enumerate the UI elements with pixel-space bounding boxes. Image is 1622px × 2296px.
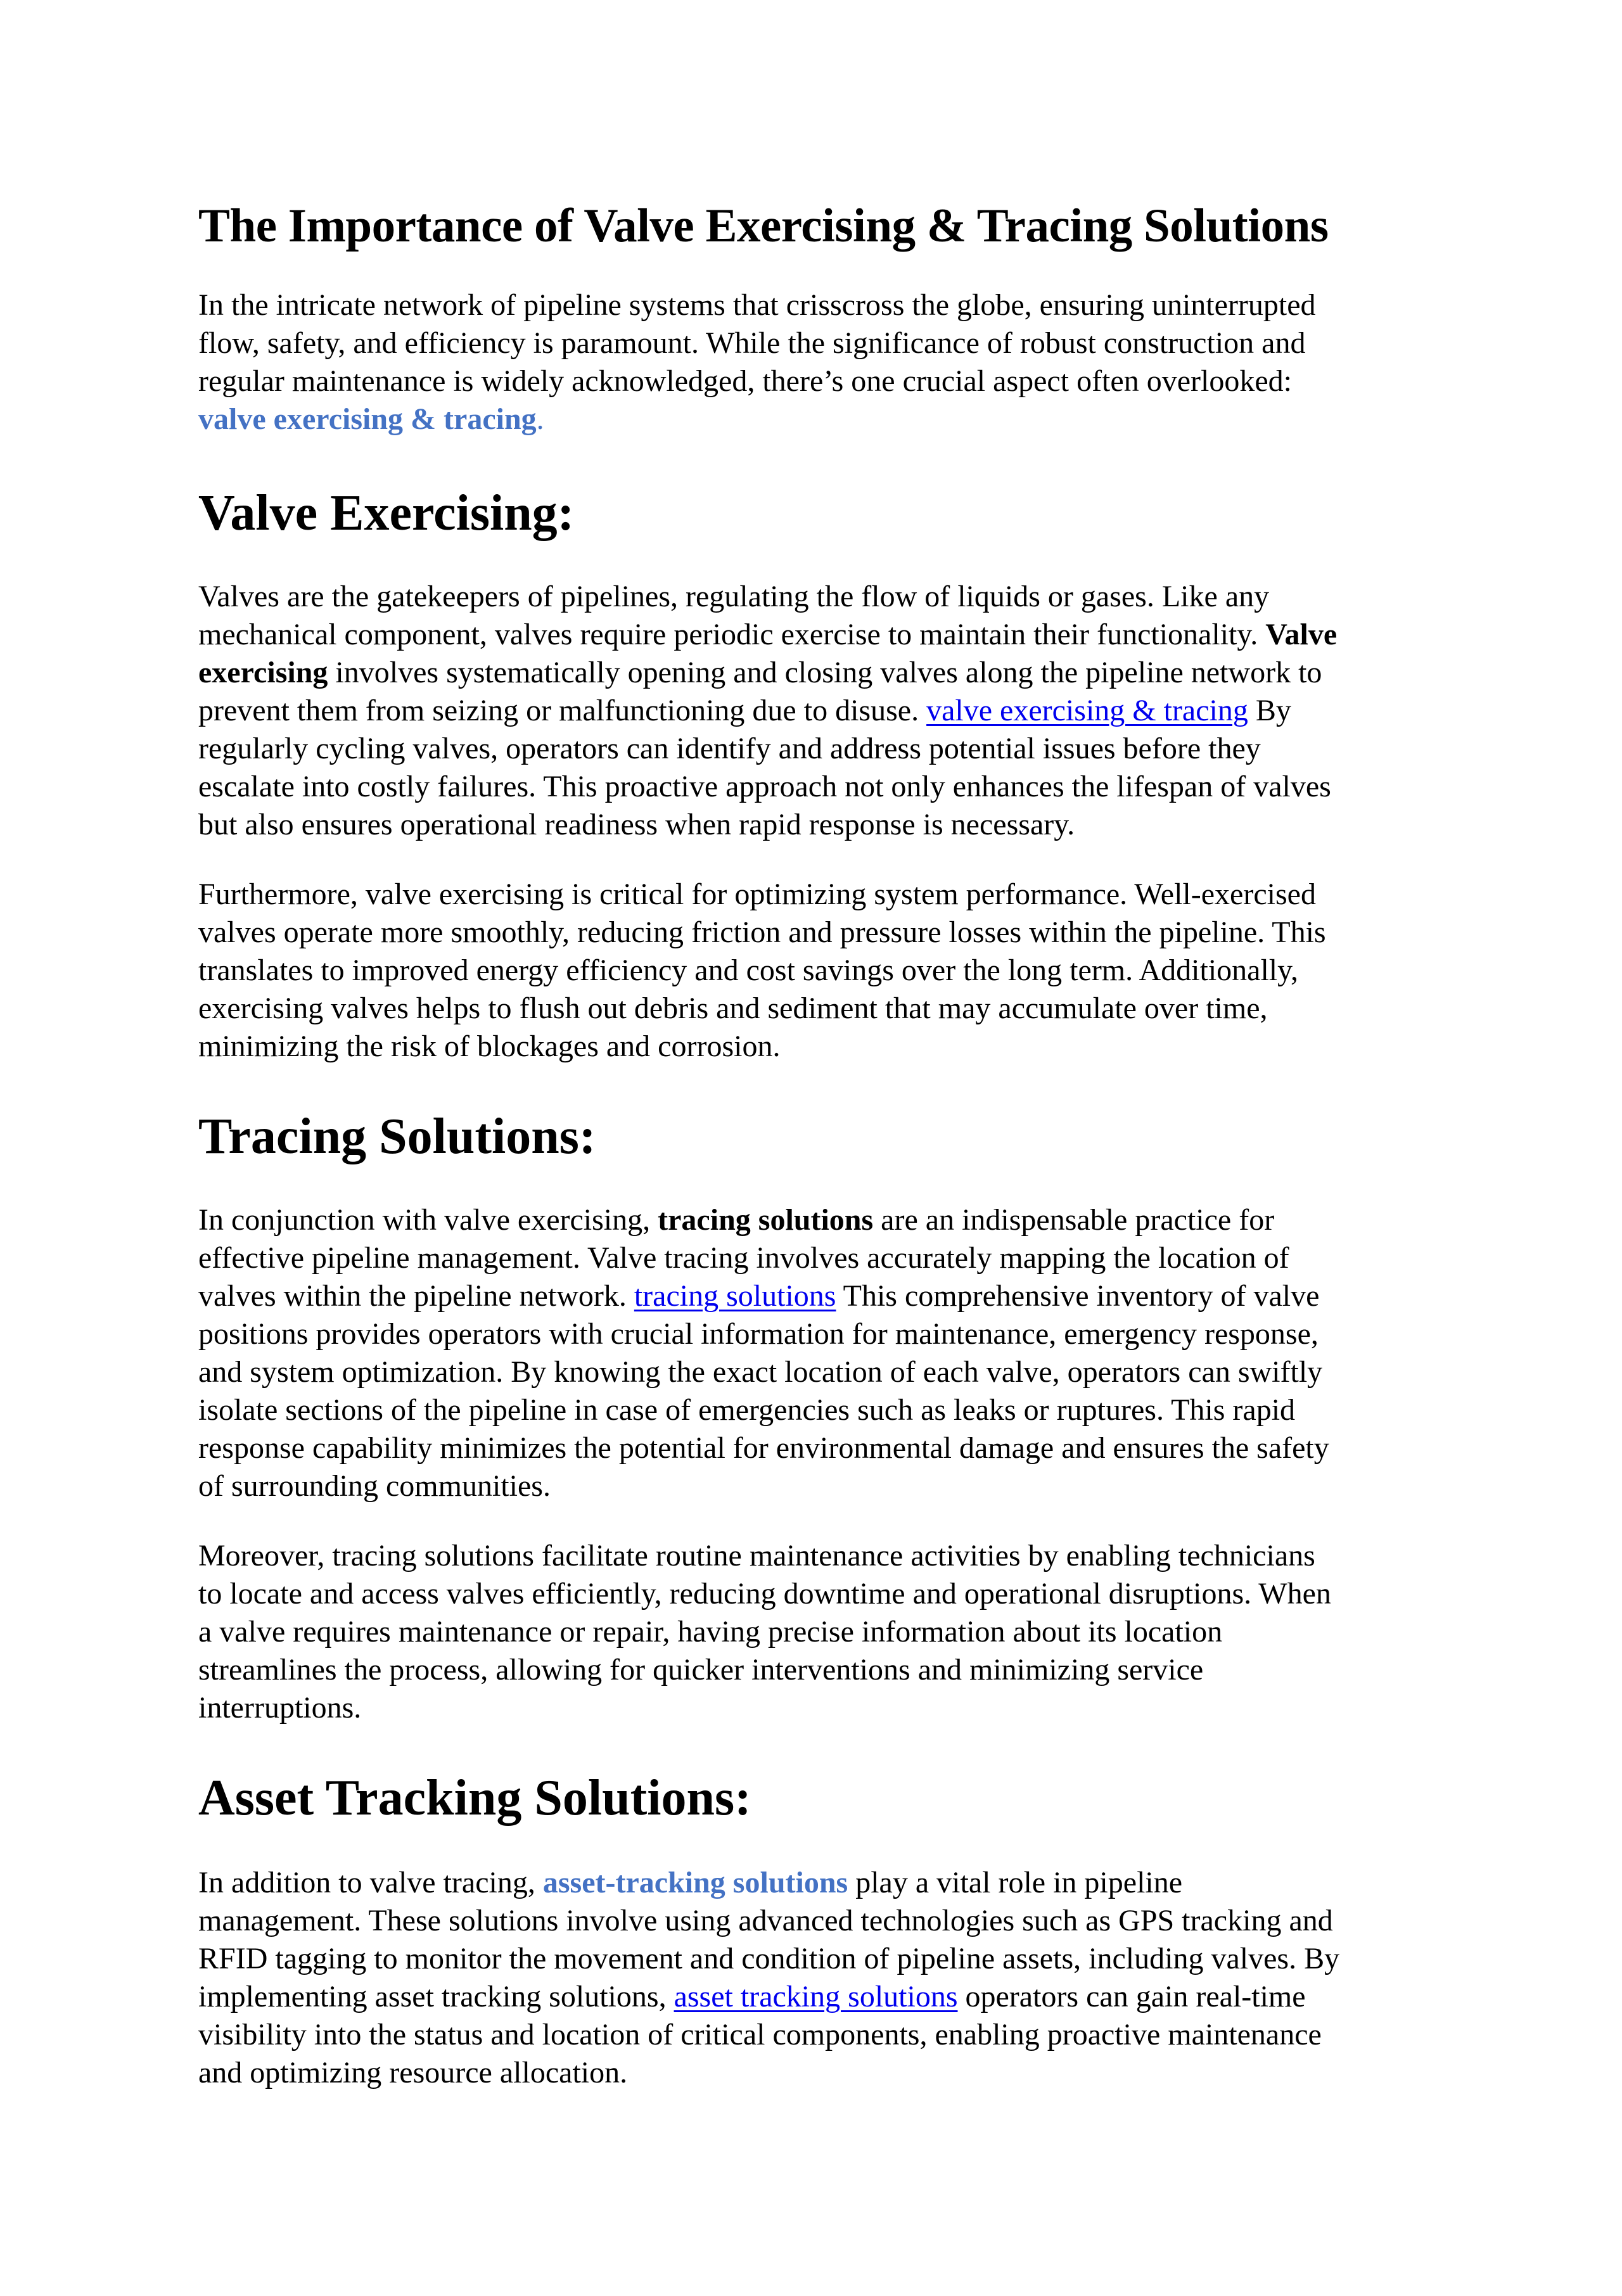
- text-segment: are an indispensable practice for: [873, 1203, 1275, 1237]
- text-segment: In conjunction with valve exercising,: [198, 1203, 658, 1237]
- asset-tracking-paragraph-1: [198, 1864, 1339, 2092]
- text-line: isolate sections of the pipeline in case of emergencies such as leaks or ruptures. This rapid: [198, 1393, 1296, 1427]
- text-segment: implementing asset tracking solutions,: [198, 1980, 674, 2013]
- text-line: flow, safety, and efficiency is paramount. While the significance of robust construction and: [198, 326, 1306, 360]
- bold-term: exercising: [198, 656, 328, 689]
- text-segment: By: [1248, 694, 1291, 727]
- text-line: minimizing the risk of blockages and corrosion.: [198, 1030, 781, 1063]
- valve-exercising-tracing-link[interactable]: valve exercising & tracing: [198, 402, 537, 436]
- text-line: a valve requires maintenance or repair, having precise information about its location: [198, 1615, 1223, 1649]
- bold-term: tracing solutions: [658, 1203, 874, 1237]
- text-segment: This comprehensive inventory of valve: [836, 1279, 1320, 1313]
- text-line: but also ensures operational readiness when rapid response is necessary.: [198, 808, 1075, 841]
- text-line: [198, 1978, 1339, 2016]
- section-heading-valve-exercising: Valve Exercising:: [198, 485, 575, 541]
- text-line: RFID tagging to monitor the movement and condition of pipeline assets, including valves. By: [198, 1942, 1340, 1975]
- text-segment: In addition to valve tracing,: [198, 1866, 543, 1899]
- tracing-solutions-paragraph-2: [198, 1537, 1331, 1727]
- text-segment: prevent them from seizing or malfunctioning due to disuse.: [198, 694, 927, 727]
- text-segment: valves within the pipeline network.: [198, 1279, 634, 1313]
- text-line: effective pipeline management. Valve tracing involves accurately mapping the location of: [198, 1241, 1289, 1275]
- text-line: Furthermore, valve exercising is critical for optimizing system performance. Well-exercised: [198, 877, 1316, 911]
- valve-exercising-paragraph-2: [198, 876, 1326, 1066]
- text-line: In the intricate network of pipeline systems that crisscross the globe, ensuring uninterrupted: [198, 288, 1316, 322]
- text-line: [198, 1277, 1329, 1315]
- text-line: [198, 1864, 1339, 1902]
- text-line: and optimizing resource allocation.: [198, 2056, 628, 2089]
- period: .: [536, 402, 544, 436]
- text-segment: involves systematically opening and closing valves along the pipeline network to: [328, 656, 1322, 689]
- section-heading-asset-tracking: Asset Tracking Solutions:: [198, 1770, 751, 1826]
- tracing-solutions-hyperlink[interactable]: tracing solutions: [634, 1279, 836, 1313]
- text-line: [198, 616, 1337, 654]
- text-line: management. These solutions involve using advanced technologies such as GPS tracking and: [198, 1904, 1333, 1937]
- text-segment: play a vital role in pipeline: [848, 1866, 1183, 1899]
- text-line: response capability minimizes the potential for environmental damage and ensures the safety: [198, 1431, 1329, 1465]
- text-segment: operators can gain real-time: [957, 1980, 1306, 2013]
- text-line: Moreover, tracing solutions facilitate routine maintenance activities by enabling technicians: [198, 1539, 1315, 1572]
- text-line: and system optimization. By knowing the exact location of each valve, operators can swiftly: [198, 1355, 1323, 1389]
- text-line: escalate into costly failures. This proactive approach not only enhances the lifespan of valves: [198, 770, 1331, 803]
- text-line: translates to improved energy efficiency and cost savings over the long term. Additionally,: [198, 953, 1299, 987]
- valve-exercising-paragraph-1: [198, 578, 1337, 844]
- text-line: regular maintenance is widely acknowledged, there’s one crucial aspect often overlooked:: [198, 364, 1292, 398]
- text-line: [198, 400, 1316, 438]
- text-line: Valves are the gatekeepers of pipelines, regulating the flow of liquids or gases. Like any: [198, 580, 1270, 613]
- text-line: positions provides operators with crucial information for maintenance, emergency response,: [198, 1317, 1319, 1351]
- text-segment: mechanical component, valves require periodic exercise to maintain their functionality.: [198, 618, 1266, 651]
- valve-exercising-tracing-hyperlink[interactable]: valve exercising & tracing: [926, 694, 1248, 727]
- page-title: The Importance of Valve Exercising & Tracing Solutions: [198, 200, 1329, 252]
- text-line: exercising valves helps to flush out debris and sediment that may accumulate over time,: [198, 992, 1268, 1025]
- tracing-solutions-paragraph-1: [198, 1201, 1329, 1505]
- asset-tracking-solutions-link[interactable]: asset-tracking solutions: [542, 1866, 848, 1899]
- text-line: interruptions.: [198, 1691, 362, 1725]
- bold-term: Valve: [1265, 618, 1338, 651]
- text-line: regularly cycling valves, operators can identify and address potential issues before they: [198, 732, 1261, 765]
- text-line: streamlines the process, allowing for quicker interventions and minimizing service: [198, 1653, 1204, 1687]
- text-line: valves operate more smoothly, reducing friction and pressure losses within the pipeline. This: [198, 915, 1326, 949]
- text-line: visibility into the status and location of critical components, enabling proactive maintenance: [198, 2018, 1322, 2051]
- text-line: [198, 654, 1337, 692]
- asset-tracking-solutions-hyperlink[interactable]: asset tracking solutions: [674, 1980, 958, 2013]
- text-line: [198, 692, 1337, 730]
- section-heading-tracing-solutions: Tracing Solutions:: [198, 1109, 596, 1164]
- intro-paragraph: [198, 286, 1316, 438]
- text-line: to locate and access valves efficiently, reducing downtime and operational disruptions. When: [198, 1577, 1331, 1610]
- text-line: of surrounding communities.: [198, 1469, 551, 1503]
- text-line: [198, 1201, 1329, 1239]
